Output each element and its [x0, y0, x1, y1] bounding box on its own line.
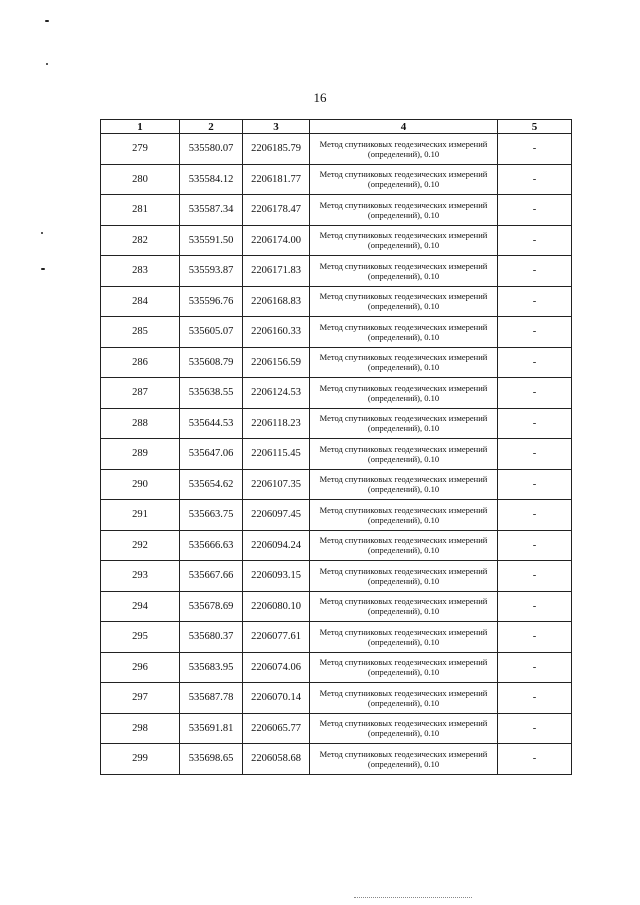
y-coordinate-cell: 2206058.68: [243, 744, 310, 775]
table-row: [101, 439, 572, 470]
note-cell: -: [498, 591, 572, 622]
table-row: [101, 347, 572, 378]
y-coordinate-cell: 2206115.45: [243, 439, 310, 470]
table-row: [101, 744, 572, 775]
point-number-cell: 281: [101, 195, 180, 226]
point-number-cell: 299: [101, 744, 180, 775]
table-row: [101, 195, 572, 226]
table-row: [101, 561, 572, 592]
method-accuracy-cell: Метод спутниковых геодезических измерений (определений), 0.10: [310, 439, 498, 470]
y-coordinate-cell: 2206080.10: [243, 591, 310, 622]
table-row: [101, 225, 572, 256]
y-coordinate-cell: 2206124.53: [243, 378, 310, 409]
point-number-cell: 288: [101, 408, 180, 439]
x-coordinate-cell: 535593.87: [180, 256, 243, 287]
scan-speck: [46, 63, 48, 65]
x-coordinate-cell: 535698.65: [180, 744, 243, 775]
x-coordinate-cell: 535683.95: [180, 652, 243, 683]
point-number-cell: 298: [101, 713, 180, 744]
y-coordinate-cell: 2206178.47: [243, 195, 310, 226]
table-row: [101, 652, 572, 683]
y-coordinate-cell: 2206070.14: [243, 683, 310, 714]
note-cell: -: [498, 195, 572, 226]
x-coordinate-cell: 535687.78: [180, 683, 243, 714]
point-number-cell: 289: [101, 439, 180, 470]
note-cell: -: [498, 164, 572, 195]
point-number-cell: 295: [101, 622, 180, 653]
x-coordinate-cell: 535605.07: [180, 317, 243, 348]
x-coordinate-cell: 535666.63: [180, 530, 243, 561]
note-cell: -: [498, 530, 572, 561]
column-header: 2: [180, 120, 243, 134]
column-header: 4: [310, 120, 498, 134]
method-accuracy-cell: Метод спутниковых геодезических измерений (определений), 0.10: [310, 225, 498, 256]
x-coordinate-cell: 535654.62: [180, 469, 243, 500]
table-row: [101, 622, 572, 653]
method-accuracy-cell: Метод спутниковых геодезических измерений (определений), 0.10: [310, 744, 498, 775]
x-coordinate-cell: 535678.69: [180, 591, 243, 622]
note-cell: -: [498, 561, 572, 592]
point-number-cell: 290: [101, 469, 180, 500]
method-accuracy-cell: Метод спутниковых геодезических измерений (определений), 0.10: [310, 286, 498, 317]
x-coordinate-cell: 535638.55: [180, 378, 243, 409]
note-cell: -: [498, 713, 572, 744]
method-accuracy-cell: Метод спутниковых геодезических измерений (определений), 0.10: [310, 408, 498, 439]
x-coordinate-cell: 535647.06: [180, 439, 243, 470]
y-coordinate-cell: 2206077.61: [243, 622, 310, 653]
method-accuracy-cell: Метод спутниковых геодезических измерений (определений), 0.10: [310, 164, 498, 195]
note-cell: -: [498, 652, 572, 683]
table-body: [101, 134, 572, 775]
x-coordinate-cell: 535667.66: [180, 561, 243, 592]
method-accuracy-cell: Метод спутниковых геодезических измерений (определений), 0.10: [310, 561, 498, 592]
note-cell: -: [498, 439, 572, 470]
x-coordinate-cell: 535644.53: [180, 408, 243, 439]
method-accuracy-cell: Метод спутниковых геодезических измерений (определений), 0.10: [310, 500, 498, 531]
y-coordinate-cell: 2206156.59: [243, 347, 310, 378]
note-cell: -: [498, 744, 572, 775]
y-coordinate-cell: 2206097.45: [243, 500, 310, 531]
x-coordinate-cell: 535587.34: [180, 195, 243, 226]
point-number-cell: 285: [101, 317, 180, 348]
method-accuracy-cell: Метод спутниковых геодезических измерений (определений), 0.10: [310, 652, 498, 683]
y-coordinate-cell: 2206171.83: [243, 256, 310, 287]
point-number-cell: 292: [101, 530, 180, 561]
table-row: [101, 317, 572, 348]
method-accuracy-cell: Метод спутниковых геодезических измерений (определений), 0.10: [310, 683, 498, 714]
table-row: [101, 500, 572, 531]
method-accuracy-cell: Метод спутниковых геодезических измерений (определений), 0.10: [310, 317, 498, 348]
x-coordinate-cell: 535596.76: [180, 286, 243, 317]
table-row: [101, 530, 572, 561]
method-accuracy-cell: Метод спутниковых геодезических измерений (определений), 0.10: [310, 347, 498, 378]
table-row: [101, 256, 572, 287]
x-coordinate-cell: 535584.12: [180, 164, 243, 195]
point-number-cell: 284: [101, 286, 180, 317]
point-number-cell: 279: [101, 134, 180, 165]
point-number-cell: 297: [101, 683, 180, 714]
x-coordinate-cell: 535591.50: [180, 225, 243, 256]
y-coordinate-cell: 2206065.77: [243, 713, 310, 744]
method-accuracy-cell: Метод спутниковых геодезических измерений (определений), 0.10: [310, 378, 498, 409]
y-coordinate-cell: 2206118.23: [243, 408, 310, 439]
point-number-cell: 291: [101, 500, 180, 531]
y-coordinate-cell: 2206074.06: [243, 652, 310, 683]
note-cell: -: [498, 683, 572, 714]
note-cell: -: [498, 134, 572, 165]
x-coordinate-cell: 535680.37: [180, 622, 243, 653]
table-row: [101, 408, 572, 439]
scan-speck: [41, 268, 45, 270]
note-cell: -: [498, 378, 572, 409]
method-accuracy-cell: Метод спутниковых геодезических измерений (определений), 0.10: [310, 134, 498, 165]
column-header: 5: [498, 120, 572, 134]
point-number-cell: 296: [101, 652, 180, 683]
table-row: [101, 286, 572, 317]
note-cell: -: [498, 225, 572, 256]
table-header-row: [101, 120, 572, 134]
point-number-cell: 294: [101, 591, 180, 622]
note-cell: -: [498, 347, 572, 378]
note-cell: -: [498, 317, 572, 348]
scan-speck: [41, 232, 43, 234]
column-header: 1: [101, 120, 180, 134]
note-cell: -: [498, 256, 572, 287]
y-coordinate-cell: 2206160.33: [243, 317, 310, 348]
scan-speck: [45, 20, 49, 22]
y-coordinate-cell: 2206094.24: [243, 530, 310, 561]
table-row: [101, 713, 572, 744]
table-row: [101, 469, 572, 500]
method-accuracy-cell: Метод спутниковых геодезических измерений (определений), 0.10: [310, 530, 498, 561]
scan-artifact-line: [354, 897, 472, 898]
y-coordinate-cell: 2206168.83: [243, 286, 310, 317]
point-number-cell: 283: [101, 256, 180, 287]
method-accuracy-cell: Метод спутниковых геодезических измерений (определений), 0.10: [310, 622, 498, 653]
point-number-cell: 287: [101, 378, 180, 409]
y-coordinate-cell: 2206093.15: [243, 561, 310, 592]
y-coordinate-cell: 2206107.35: [243, 469, 310, 500]
x-coordinate-cell: 535608.79: [180, 347, 243, 378]
point-number-cell: 293: [101, 561, 180, 592]
point-number-cell: 286: [101, 347, 180, 378]
y-coordinate-cell: 2206181.77: [243, 164, 310, 195]
note-cell: -: [498, 408, 572, 439]
table-row: [101, 134, 572, 165]
method-accuracy-cell: Метод спутниковых геодезических измерений (определений), 0.10: [310, 195, 498, 226]
note-cell: -: [498, 469, 572, 500]
method-accuracy-cell: Метод спутниковых геодезических измерений (определений), 0.10: [310, 469, 498, 500]
coordinates-table: [100, 119, 572, 775]
note-cell: -: [498, 500, 572, 531]
table-row: [101, 591, 572, 622]
note-cell: -: [498, 286, 572, 317]
table-row: [101, 164, 572, 195]
column-header: 3: [243, 120, 310, 134]
method-accuracy-cell: Метод спутниковых геодезических измерений (определений), 0.10: [310, 256, 498, 287]
page-number: 16: [313, 90, 327, 105]
method-accuracy-cell: Метод спутниковых геодезических измерений (определений), 0.10: [310, 591, 498, 622]
table-row: [101, 378, 572, 409]
x-coordinate-cell: 535580.07: [180, 134, 243, 165]
point-number-cell: 280: [101, 164, 180, 195]
table-row: [101, 683, 572, 714]
y-coordinate-cell: 2206185.79: [243, 134, 310, 165]
x-coordinate-cell: 535691.81: [180, 713, 243, 744]
note-cell: -: [498, 622, 572, 653]
point-number-cell: 282: [101, 225, 180, 256]
x-coordinate-cell: 535663.75: [180, 500, 243, 531]
method-accuracy-cell: Метод спутниковых геодезических измерений (определений), 0.10: [310, 713, 498, 744]
y-coordinate-cell: 2206174.00: [243, 225, 310, 256]
